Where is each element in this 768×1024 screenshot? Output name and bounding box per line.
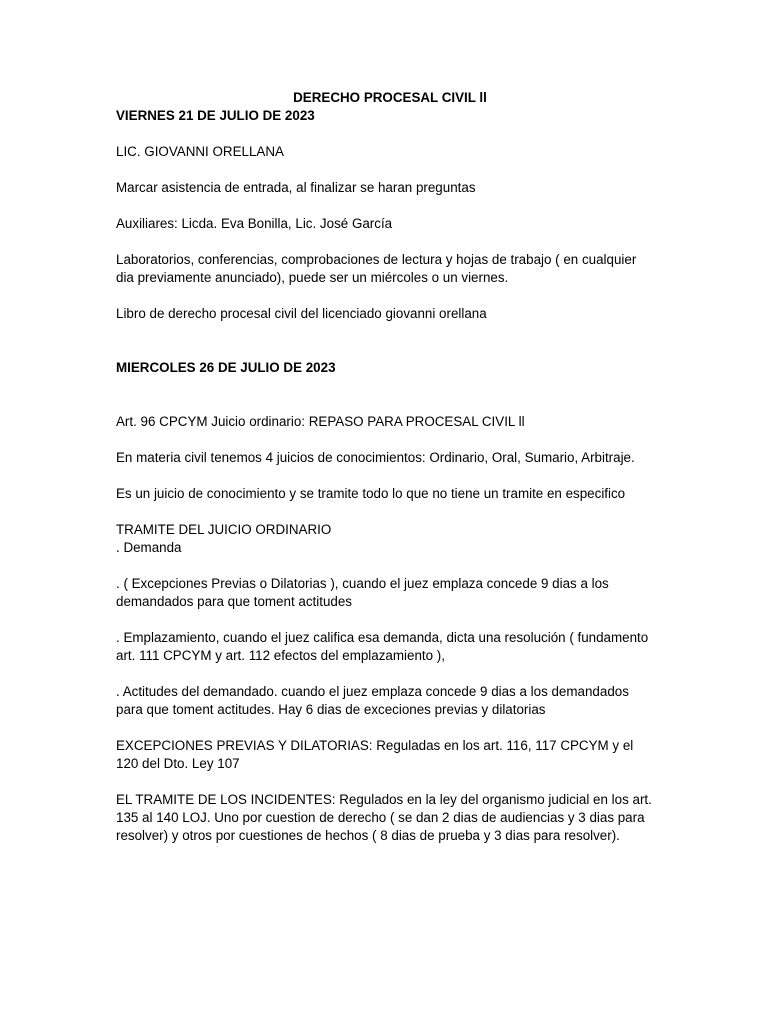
procedure-item-excepciones: . ( Excepciones Previas o Dilatorias ), cuando el juez emplaza concede 9 dias a los demandados para que toment actitudes — [116, 576, 609, 609]
assistants-line: Auxiliares: Licda. Eva Bonilla, Lic. José García — [116, 216, 393, 231]
civil-matters-paragraph: En materia civil tenemos 4 juicios de conocimientos: Ordinario, Oral, Sumario, Arbitraje. — [116, 450, 635, 465]
date-heading-2: MIERCOLES 26 DE JULIO DE 2023 — [116, 360, 336, 375]
professor-name: LIC. GIOVANNI ORELLANA — [116, 144, 284, 159]
knowledge-trial-paragraph: Es un juicio de conocimiento y se tramite todo lo que no tiene un tramite en especifico — [116, 486, 626, 501]
procedure-item-actitudes: . Actitudes del demandado. cuando el juez emplaza concede 9 dias a los demandados para que toment actitudes. Hay 6 dias de exceciones previas y dilatorias — [116, 684, 629, 717]
book-reference: Libro de derecho procesal civil del licenciado giovanni orellana — [116, 306, 487, 321]
document-body — [116, 89, 656, 845]
article-reference: Art. 96 CPCYM Juicio ordinario: REPASO PARA PROCESAL CIVIL ll — [116, 414, 525, 429]
activities-paragraph: Laboratorios, conferencias, comprobaciones de lectura y hojas de trabajo ( en cualquier dia previamente anunciado), puede ser un miércoles o un viernes. — [116, 252, 637, 285]
incidents-paragraph: EL TRAMITE DE LOS INCIDENTES: Regulados en la ley del organismo judicial en los art. 135 al 140 LOJ. Uno por cuestion de derecho ( se dan 2 dias de audiencias y 3 dias para resolver) y otros por cuestiones de hechos ( 8 dias de prueba y 3 dias para resolver). — [116, 792, 652, 843]
date-heading-1: VIERNES 21 DE JULIO DE 2023 — [116, 108, 315, 123]
exceptions-paragraph: EXCEPCIONES PREVIAS Y DILATORIAS: Reguladas en los art. 116, 117 CPCYM y el 120 del Dto. Ley 107 — [116, 738, 634, 771]
procedure-heading: TRAMITE DEL JUICIO ORDINARIO — [116, 522, 332, 537]
procedure-item-emplazamiento: . Emplazamiento, cuando el juez califica esa demanda, dicta una resolución ( fundamento art. 111 CPCYM y art. 112 efectos del emplazamiento ), — [116, 630, 649, 663]
document-title: DERECHO PROCESAL CIVIL ll — [293, 90, 487, 105]
attendance-note: Marcar asistencia de entrada, al finalizar se haran preguntas — [116, 180, 476, 195]
procedure-item-demanda: . Demanda — [116, 540, 182, 555]
